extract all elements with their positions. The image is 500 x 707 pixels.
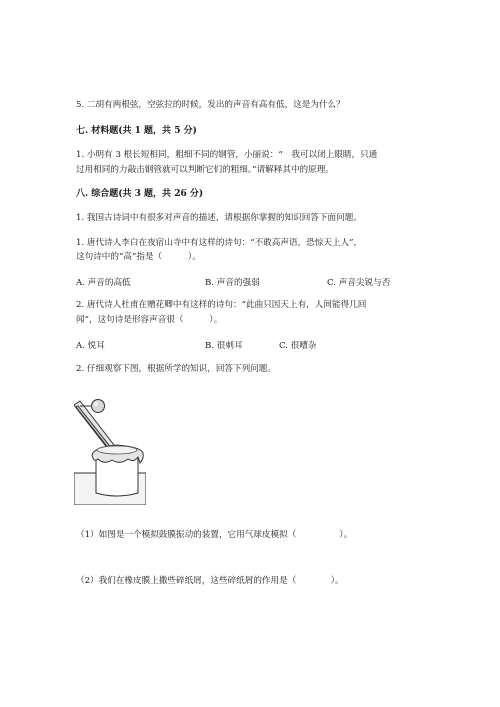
sub-question-1-option-c: C. 声音尖锐与否 bbox=[327, 278, 391, 288]
question-5: 5. 二胡有两根弦，空弦拉的时候，发出的声音有高有低，这是为什么？ bbox=[76, 100, 345, 110]
sub-question-2-line1: 2. 唐代诗人杜甫在赠花卿中有这样的诗句：“此曲只因天上有，人间能得几回 bbox=[76, 300, 367, 310]
section-8-q1-intro: 1. 我国古诗词中有很多对声音的描述，请根据你掌握的知识回答下面问题。 bbox=[76, 213, 362, 223]
sub-question-2-option-b: B. 很刺耳 bbox=[205, 341, 243, 351]
q2-sub-question-2: （2）我们在橡皮膜上撒些碎纸屑，这些碎纸屑的作用是（ ）。 bbox=[76, 576, 344, 586]
sub-question-1-option-b: B. 声音的强弱 bbox=[205, 278, 260, 288]
section-8-q2-intro: 2. 仔细观察下图，根据所学的知识，回答下列问题。 bbox=[76, 364, 276, 374]
sub-question-1-option-a: A. 声音的高低 bbox=[76, 278, 131, 288]
section-8-title: 八. 综合题(共 3 题，共 26 分) bbox=[76, 189, 204, 199]
sub-question-2-option-c: C. 很嘈杂 bbox=[279, 341, 317, 351]
sub-question-1-line1: 1. 唐代诗人李白在夜宿山寺中有这样的诗句：“不敢高声语，恐惊天上人”， bbox=[76, 238, 363, 248]
section-7-title: 七. 材料题(共 1 题，共 5 分) bbox=[76, 126, 197, 136]
sub-question-1-line2: 这句诗中的“高”指是（ ）。 bbox=[76, 252, 201, 262]
sub-question-2-line2: 闻”，这句诗是形容声音很（ ）。 bbox=[76, 315, 223, 325]
q2-sub-question-1: （1）如图是一个模拟鼓膜振动的装置，它用气球皮模拟（ ）。 bbox=[76, 530, 353, 540]
ball-shape bbox=[92, 400, 105, 413]
section-7-q1-line2: 过用相同的力敲击钢管就可以判断它们的粗细。”请解释其中的原理。 bbox=[76, 165, 334, 175]
sub-question-2-option-a: A. 悦耳 bbox=[76, 341, 105, 351]
section-7-q1-line1: 1. 小明有 3 根长短相同，粗细不同的钢管，小丽说：“ 我可以闭上眼睛，只通 bbox=[76, 150, 378, 160]
drum-membrane-illustration bbox=[74, 393, 146, 505]
